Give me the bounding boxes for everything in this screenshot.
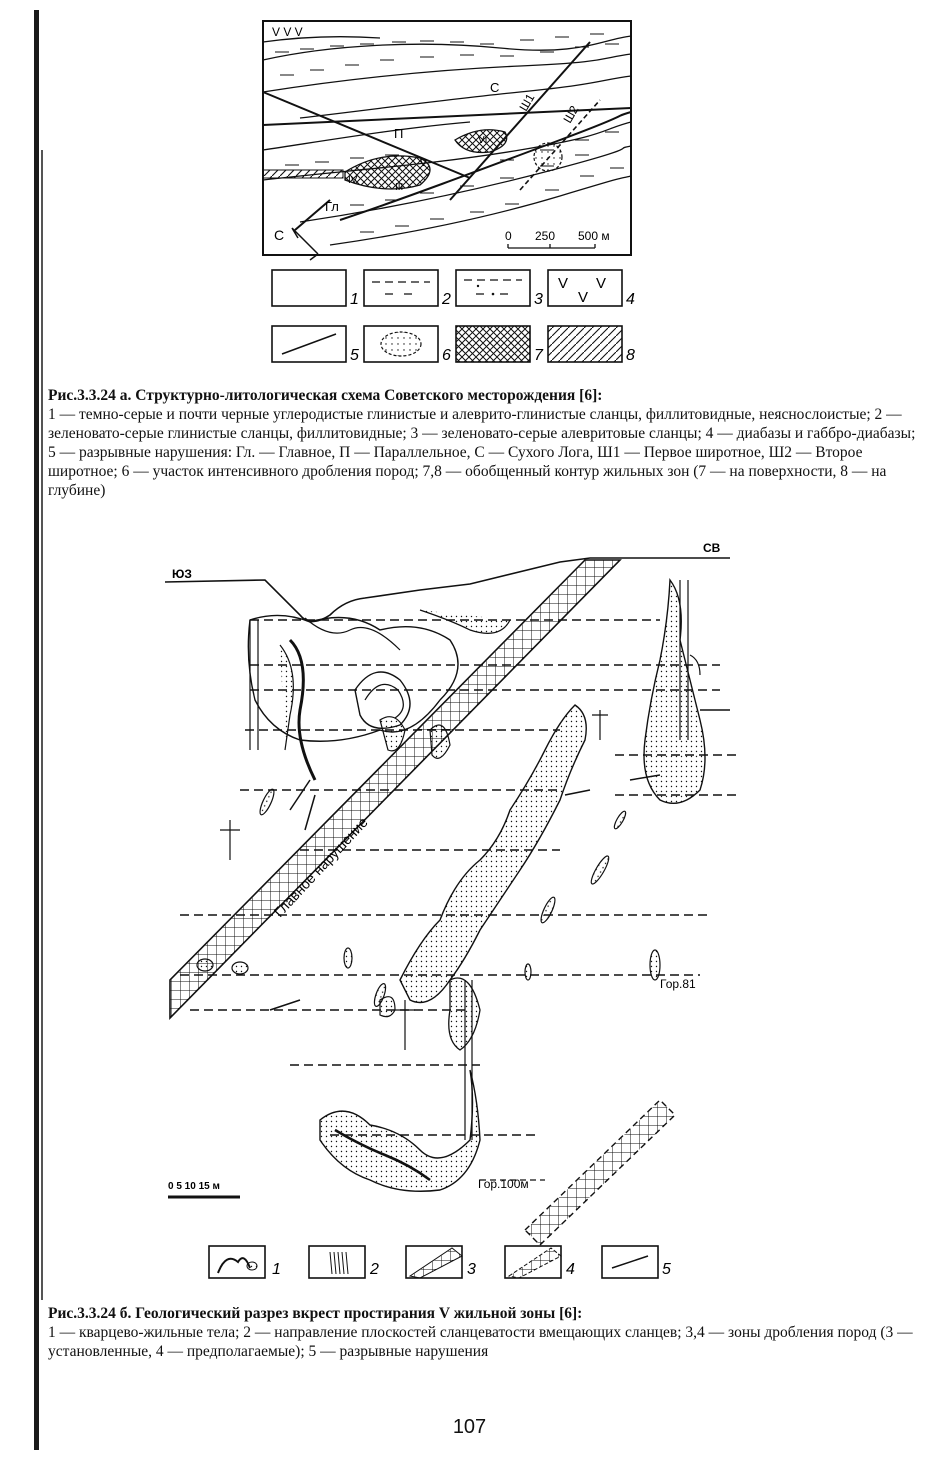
page-number: 107: [452, 1416, 487, 1438]
label-northeast: СВ: [703, 541, 721, 555]
legend-a-2: 2: [442, 291, 451, 308]
label-main-fault: Главное нарушение: [270, 814, 371, 921]
legend-a-3: 3: [534, 291, 543, 308]
label-zone-iii: III: [395, 182, 404, 193]
north-label: С: [274, 227, 285, 243]
legend-a-4: 4: [626, 291, 635, 308]
figure-a-caption: [48, 386, 916, 500]
legend-b-4: 4: [566, 1261, 575, 1278]
legend-b-1: 1: [272, 1261, 281, 1278]
legend-b-2: 2: [370, 1261, 379, 1278]
scale-b: 0 5 10 15 м: [168, 1181, 220, 1192]
legend-a: [272, 270, 635, 364]
label-fault-p: П: [394, 126, 404, 141]
label-fault-s: С: [490, 80, 500, 95]
label-level-100: Гор.100м: [478, 1177, 529, 1191]
figure-b-title: Рис.3.3.24 б. Геологический разрез вкрест простирания V жильной зоны [6]:: [48, 1305, 583, 1322]
figure-a-caption-body: 1 — темно-серые и почти черные углеродистые глинистые и алеврито-глинистые сланцы, филлитовидные, неяснослоистые; 2 — зеленовато-серые глинистые сланцы, филлитовидные; 3 — зеленовато-серые алевритовые сланцы; 4 — диабазы и габбро-диабазы; 5 — разрывные нарушения: Гл. — Главное, П — Параллельное, С — Сухого Лога, Ш1 — Первое широтное, Ш2 — Второе широтное; 6 — участок интенсивного дробления пород; 7,8 — обобщенный контур жильных зон (7 — на поверхности, 8 — на глубине): [48, 406, 916, 499]
scale-a-500: 500 м: [578, 229, 610, 243]
label-zone-vi: VI: [478, 135, 488, 146]
legend-a-8: 8: [626, 347, 635, 364]
lower-vein-body: [320, 1070, 480, 1191]
svg-text:V V V: V V V: [272, 25, 303, 39]
svg-text:V: V: [578, 289, 589, 306]
label-fault-sh2: Ш2: [560, 103, 582, 126]
figure-a-map: [0, 0, 939, 380]
label-fault-gl: Гл: [325, 199, 339, 214]
scale-a-0: 0: [505, 229, 512, 243]
legend-a-1: 1: [350, 291, 359, 308]
scale-bar-a: [508, 244, 595, 248]
label-zone-iv: IV: [348, 175, 358, 186]
label-fault-sh1: Ш1: [516, 91, 538, 114]
legend-b-3: 3: [467, 1261, 476, 1278]
svg-text:V: V: [596, 275, 607, 292]
figure-b-caption-body: 1 — кварцево-жильные тела; 2 — направление плоскостей сланцеватости вмещающих сланцев; 3,4 — зоны дробления пород (3 — установленные, 4 — предполагаемые); 5 — разрывные нарушения: [48, 1324, 913, 1360]
legend-a-5: 5: [350, 347, 359, 364]
legend-a-7: 7: [534, 347, 543, 364]
figure-b-caption: [48, 1304, 916, 1361]
figure-a-title: Рис.3.3.24 а. Структурно-литологическая схема Советского месторождения [6]:: [48, 387, 603, 404]
label-zone-v: V: [420, 158, 427, 169]
topographic-surface: [165, 558, 730, 622]
figure-b-section: [0, 540, 939, 1300]
scale-a-250: 250: [535, 229, 556, 243]
right-vein-body: [644, 580, 705, 803]
legend-b-5: 5: [662, 1261, 671, 1278]
legend-a-6: 6: [442, 347, 451, 364]
svg-text:V: V: [558, 275, 569, 292]
label-level-81: Гор.81: [660, 977, 696, 991]
label-southwest: ЮЗ: [172, 567, 192, 581]
legend-b: [209, 1246, 671, 1278]
